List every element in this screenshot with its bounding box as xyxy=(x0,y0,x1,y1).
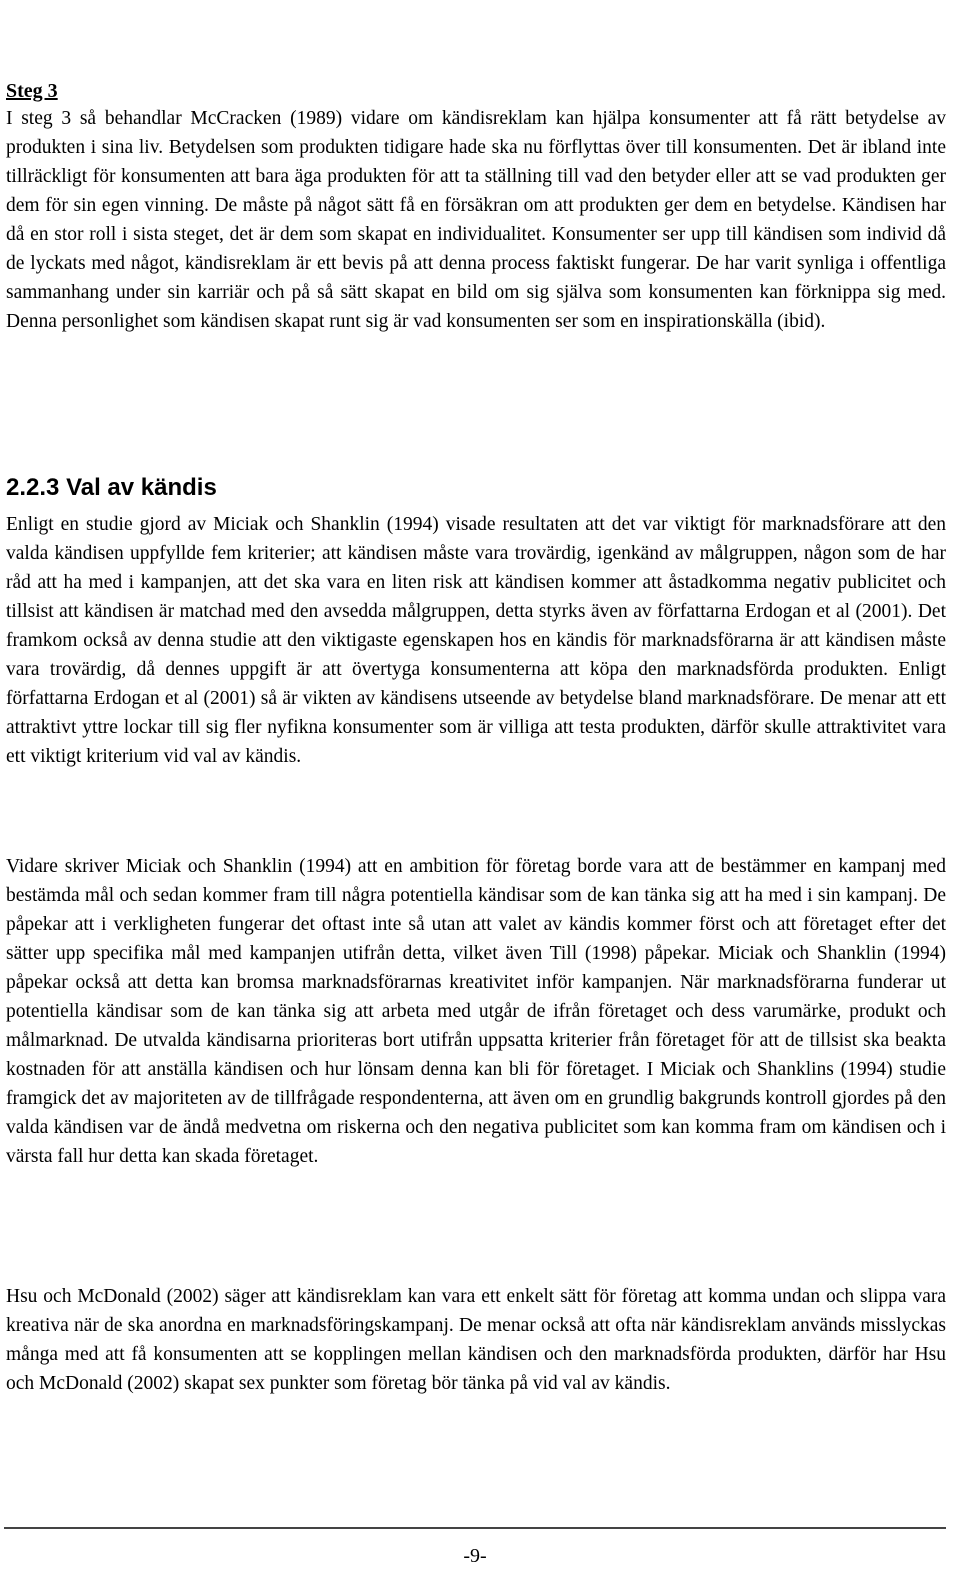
step-paragraph: I steg 3 så behandlar McCracken (1989) vidare om kändisreklam kan hjälpa konsumenter att få rätt betydelse av produkten i sina liv. Betydelsen som produkten tidigare hade ska nu förflyttas över till konsumenten. Det är ibland inte tillräckligt för konsumenten att bara äga produkten för att ta ställning till vad den betyder eller att se vad produkten ger dem för sin egen vinning. De måste på något sätt få en försäkran om att produkten ger dem en betydelse. Kändisen har då en stor roll i sista steget, det är dem som skapat en individualitet. Konsumenter ser upp till kändisen som individ då de lyckats med något, kändisreklam är ett bevis på att denna process faktiskt fungerar. De har varit synliga i offentliga sammanhang under sin karriär och på så sätt skapat en bild om sig själva som konsumenten kan förknippa sig med. Denna personlighet som kändisen skapat runt sig är vad konsumenten ser som en inspirationskälla (ibid). xyxy=(6,108,946,332)
section-number: 2.2.3 xyxy=(6,474,60,501)
body-paragraph: Hsu och McDonald (2002) säger att kändisreklam kan vara ett enkelt sätt för företag att komma undan och slippa vara kreativa när de ska anordna en marknadsföringskampanj. De menar också att ofta när kändisreklam används misslyckas många med att få konsumenten att se kopplingen mellan kändisen och den marknadsförda produkten, därför har Hsu och McDonald (2002) skapat sex punkter som företag bör tänka på vid val av kändis. xyxy=(6,1286,946,1394)
body-paragraph: Enligt en studie gjord av Miciak och Shanklin (1994) visade resultaten att det var viktigt för marknadsförare att den valda kändisen uppfyllde fem kriterier; att kändisen måste vara trovärdig, igenkänd av målgruppen, någon som de har råd att ha med i kampanjen, att det ska vara en liten risk att kändisen kommer att åstadkomma negativ publicitet och tillsist att kändisen är matchad med den avsedda målgruppen, detta styrks även av författarna Erdogan et al (2001). Det framkom också av denna studie att den viktigaste egenskapen hos en kändis för marknadsförarna är att kändisen måste vara trovärdig, då dennes uppgift är att övertyga konsumenterna att köpa den marknadsförda produkten. Enligt författarna Erdogan et al (2001) så är vikten av kändisens utseende av betydelse bland marknadsförare. De menar att ett attraktivt yttre lockar till sig fler nyfikna konsumenter som är villiga att testa produkten, därför skulle attraktivitet vara ett viktigt kriterium vid val av kändis. xyxy=(6,514,946,767)
body-paragraph: Vidare skriver Miciak och Shanklin (1994) att en ambition för företag borde vara att de bestämmer en kampanj med bestämda mål och sedan kommer fram till några potentiella kändisar som de kan tänka sig att ha med i sin kampanj. De påpekar att i verkligheten fungerar det oftast inte så utan att valet av kändis kommer först och att företaget efter det sätter upp specifika mål med kampanjen utifrån detta, vilket även Till (1998) påpekar. Miciak och Shanklin (1994) påpekar också att detta kan bromsa marknadsförarnas kreativitet inför kampanjen. När marknadsförarna funderar ut potentiella kändisar som de kan tänka sig att arbeta med utgår de ifrån företaget och dess varumärke, produkt och målmarknad. De utvalda kändisarna prioriteras bort utifrån uppsatta kriterier från företaget för att de tillsist ska beakta kostnaden för att anställa kändisen och hur lönsam denna kan bli för företaget. I Miciak och Shanklins (1994) studie framgick det av majoriteten av de tillfrågade respondenterna, att även om en grundlig bakgrunds kontroll gjordes på den valda kändisen var de ändå medvetna om riskerna och den negativa publicitet som kan komma fram om kändisen och i värsta fall hur detta kan skada företaget. xyxy=(6,856,946,1167)
footer-rule xyxy=(4,1527,946,1529)
step-heading: Steg 3 xyxy=(6,80,58,102)
section-title: Val av kändis xyxy=(66,474,217,501)
section-heading xyxy=(6,472,217,504)
page-number: -9- xyxy=(463,1545,487,1567)
